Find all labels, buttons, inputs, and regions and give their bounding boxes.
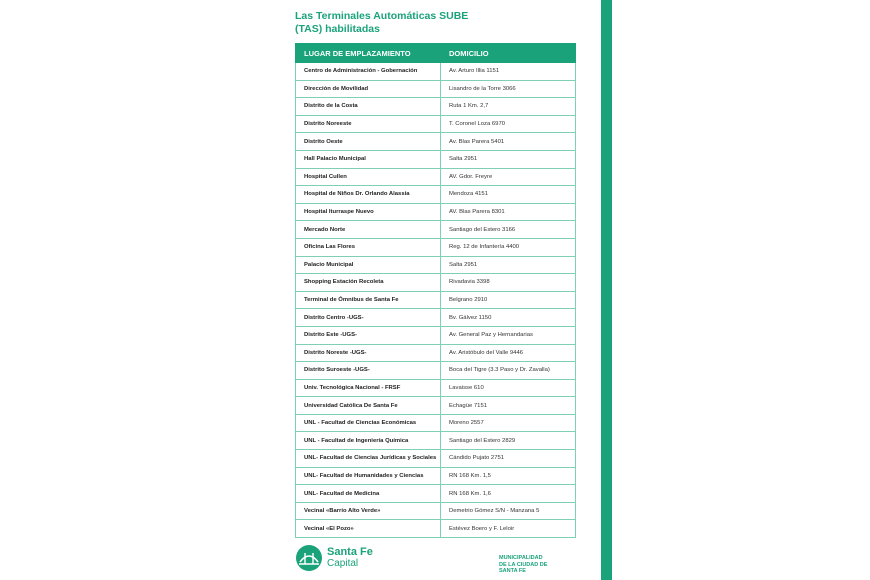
address-cell: RN 168 Km. 1,6 [441,485,576,503]
table-row [296,450,576,468]
location-name-cell: Hospital de Niños Dr. Orlando Alassia [296,186,441,204]
table-row [296,133,576,151]
logo-text [327,547,373,569]
location-name-cell: Vecinal «Barrio Alto Verde» [296,502,441,520]
address-cell: Bv. Gálvez 1150 [441,309,576,327]
location-name-cell: UNL - Facultad de Ciencias Económicas [296,414,441,432]
muni-line-2: DE LA CIUDAD DE [499,561,548,568]
table-row [296,238,576,256]
table-row [296,168,576,186]
table-row [296,397,576,415]
address-cell: Ruta 1 Km. 2,7 [441,98,576,116]
address-cell: Lisandro de la Torre 3066 [441,80,576,98]
decorative-side-strip [601,0,612,580]
location-name-cell: Mercado Norte [296,221,441,239]
address-cell: Estévez Boero y F. Leloir [441,520,576,538]
table-row [296,326,576,344]
location-name-cell: Hall Palacio Municipal [296,150,441,168]
address-cell: Rivadavia 3398 [441,274,576,292]
table-row [296,344,576,362]
address-cell: Santiago del Estero 3166 [441,221,576,239]
location-name-cell: Hospital Iturraspe Nuevo [296,203,441,221]
location-name-cell: Hospital Cullen [296,168,441,186]
table-row [296,309,576,327]
address-cell: Salta 2951 [441,150,576,168]
table-row [296,291,576,309]
location-name-cell: Dirección de Movilidad [296,80,441,98]
tas-locations-table [295,43,576,538]
address-cell: Av. Arturo Illia 1151 [441,63,576,81]
address-cell: Demetrio Gómez S/N - Manzana 5 [441,502,576,520]
table-row [296,186,576,204]
title-line-1: Las Terminales Automáticas SUBE [295,10,469,22]
muni-line-3: SANTA FE [499,568,526,574]
location-name-cell: Shopping Estación Recoleta [296,274,441,292]
location-name-cell: Distrito Noreste -UGS- [296,344,441,362]
logo-line-2: Capital [327,558,359,569]
address-cell: Salta 2951 [441,256,576,274]
address-cell: Lavaisse 610 [441,379,576,397]
address-cell: RN 168 Km. 1,5 [441,467,576,485]
table-body [296,63,576,538]
table-row [296,432,576,450]
address-cell: Av. General Paz y Hernandarias [441,326,576,344]
table-row [296,379,576,397]
address-cell: Reg. 12 de Infantería 4400 [441,238,576,256]
table-row [296,150,576,168]
table-row [296,221,576,239]
document-page [277,0,602,580]
location-name-cell: Distrito Oeste [296,133,441,151]
table-row [296,80,576,98]
location-name-cell: Distrito Este -UGS- [296,326,441,344]
location-name-cell: Distrito Suroeste -UGS- [296,362,441,380]
table-row [296,467,576,485]
location-name-cell: Distrito Noreeste [296,115,441,133]
address-cell: AV. Blas Parera 8301 [441,203,576,221]
table-row [296,256,576,274]
location-name-cell: Distrito Centro -UGS- [296,309,441,327]
location-name-cell: UNL - Facultad de Ingeniería Química [296,432,441,450]
table-row [296,414,576,432]
table-row [296,274,576,292]
location-name-cell: UNL- Facultad de Ciencias Jurídicas y Sociales [296,450,441,468]
address-cell: Av. Blas Parera 5401 [441,133,576,151]
santa-fe-capital-logo [295,544,373,572]
table-row [296,115,576,133]
title-line-2: (TAS) habilitadas [295,23,380,35]
location-name-cell: Universidad Católica De Santa Fe [296,397,441,415]
address-cell: T. Coronel Loza 6970 [441,115,576,133]
address-cell: Moreno 2557 [441,414,576,432]
location-name-cell: Centro de Administración - Gobernación [296,63,441,81]
municipality-label [499,555,547,575]
address-cell: Santiago del Estero 2829 [441,432,576,450]
table-row [296,63,576,81]
table-row [296,502,576,520]
table-row [296,485,576,503]
muni-line-1: MUNICIPALIDAD [499,555,543,561]
table-row [296,203,576,221]
location-name-cell: Palacio Municipal [296,256,441,274]
address-cell: Cándido Pujato 2751 [441,450,576,468]
address-cell: Av. Aristóbulo del Valle 9446 [441,344,576,362]
address-cell: Mendoza 4151 [441,186,576,204]
address-cell: Boca del Tigre (3.3 Paso y Dr. Zavalla) [441,362,576,380]
address-cell: Belgrano 2910 [441,291,576,309]
location-name-cell: Oficina Las Flores [296,238,441,256]
column-header-lugar: LUGAR DE EMPLAZAMIENTO [296,44,441,63]
address-cell: AV. Gdor. Freyre [441,168,576,186]
location-name-cell: Vecinal «El Pozo» [296,520,441,538]
logo-line-1: Santa Fe [327,546,373,558]
location-name-cell: Distrito de la Costa [296,98,441,116]
table-row [296,520,576,538]
location-name-cell: Terminal de Ómnibus de Santa Fe [296,291,441,309]
bridge-logo-icon [295,544,323,572]
table-row [296,98,576,116]
table-header-row [296,44,576,63]
table-row [296,362,576,380]
column-header-domicilio: DOMICILIO [441,44,576,63]
location-name-cell: UNL- Facultad de Medicina [296,485,441,503]
document-title [295,10,585,36]
location-name-cell: UNL- Facultad de Humanidades y Ciencias [296,467,441,485]
address-cell: Echagüe 7151 [441,397,576,415]
location-name-cell: Univ. Tecnológica Nacional - FRSF [296,379,441,397]
